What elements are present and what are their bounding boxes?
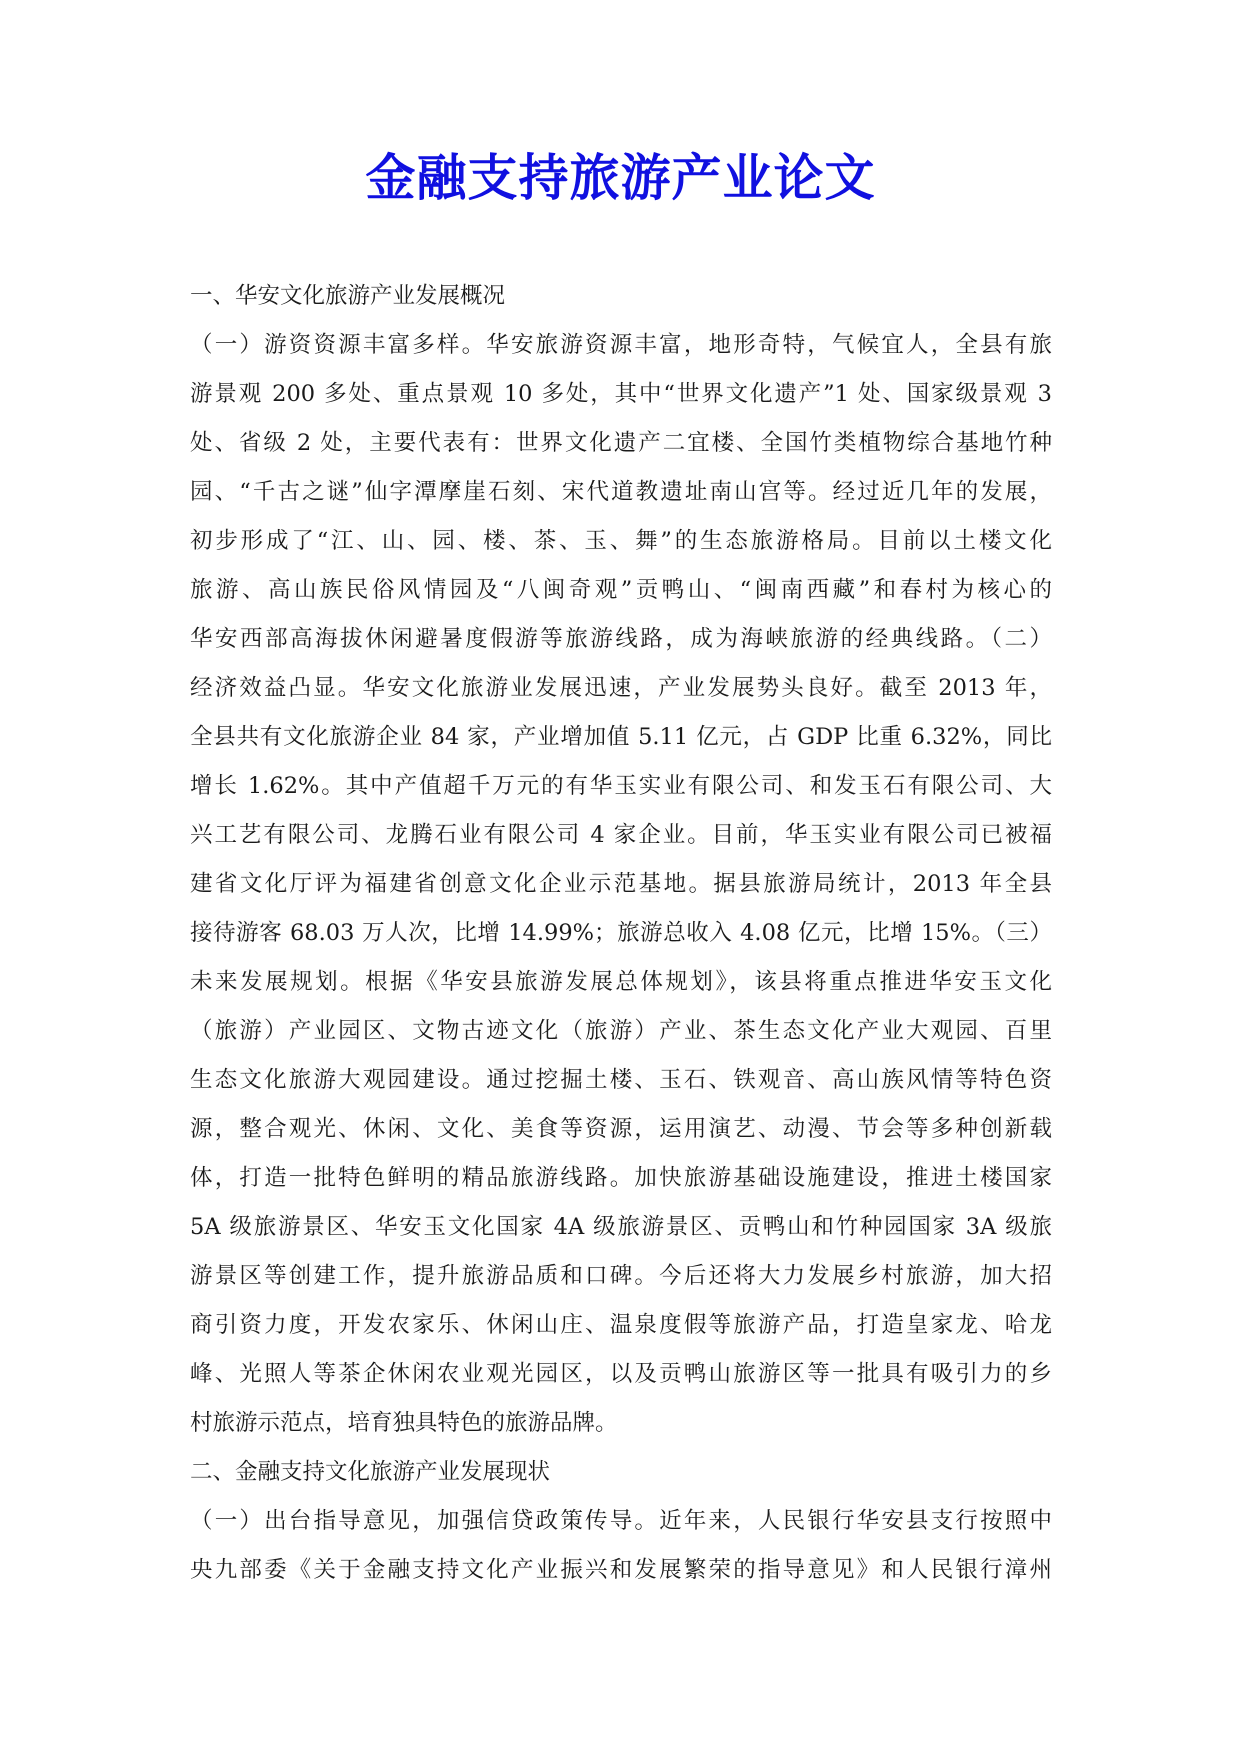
paragraph-line: 全县共有文化旅游企业 84 家，产业增加值 5.11 亿元，占 GDP 比重 6.32%，同比: [190, 724, 1052, 750]
paragraph-line: 接待游客 68.03 万人次，比增 14.99%；旅游总收入 4.08 亿元，比增 15%。（三）: [190, 920, 1052, 946]
paragraph-line: 央九部委《关于金融支持文化产业振兴和发展繁荣的指导意见》和人民银行漳州: [190, 1557, 1052, 1583]
paragraph-line: 生态文化旅游大观园建设。通过挖掘土楼、玉石、铁观音、高山族风情等特色资: [190, 1067, 1052, 1093]
paragraph-line: 增长 1.62%。其中产值超千万元的有华玉实业有限公司、和发玉石有限公司、大: [190, 773, 1052, 799]
paragraph-line: （旅游）产业园区、文物古迹文化（旅游）产业、茶生态文化产业大观园、百里: [190, 1018, 1052, 1044]
paragraph-line: 建省文化厅评为福建省创意文化企业示范基地。据县旅游局统计，2013 年全县: [190, 871, 1052, 897]
paragraph-line: 兴工艺有限公司、龙腾石业有限公司 4 家企业。目前，华玉实业有限公司已被福: [190, 822, 1052, 848]
paragraph-line: 游景区等创建工作，提升旅游品质和口碑。今后还将大力发展乡村旅游，加大招: [190, 1263, 1052, 1289]
paragraph-line: 源，整合观光、休闲、文化、美食等资源，运用演艺、动漫、节会等多种创新载: [190, 1116, 1052, 1142]
paragraph-line: 华安西部高海拔休闲避暑度假游等旅游线路，成为海峡旅游的经典线路。（二）: [190, 626, 1052, 652]
paragraph-line: （一）游资资源丰富多样。华安旅游资源丰富，地形奇特，气候宜人，全县有旅: [190, 332, 1052, 358]
section-heading: 二、金融支持文化旅游产业发展现状: [190, 1459, 551, 1485]
document-title: 金融支持旅游产业论文: [365, 149, 876, 207]
paragraph-line: （一）出台指导意见，加强信贷政策传导。近年来，人民银行华安县支行按照中: [190, 1508, 1052, 1534]
paragraph-line: 未来发展规划。根据《华安县旅游发展总体规划》，该县将重点推进华安玉文化: [190, 969, 1052, 995]
paragraph-line: 体，打造一批特色鲜明的精品旅游线路。加快旅游基础设施建设，推进土楼国家: [190, 1165, 1052, 1191]
paragraph-line: 园、“千古之谜”仙字潭摩崖石刻、宋代道教遗址南山宫等。经过近几年的发展，: [190, 479, 1052, 505]
document-body: [190, 272, 1052, 1595]
paragraph-line: 旅游、高山族民俗风情园及“八闽奇观”贡鸭山、“闽南西藏”和春村为核心的: [190, 577, 1052, 603]
section-heading: 一、华安文化旅游产业发展概况: [190, 283, 506, 309]
paragraph-line: 经济效益凸显。华安文化旅游业发展迅速，产业发展势头良好。截至 2013 年，: [190, 675, 1052, 701]
paragraph-line: 初步形成了“江、山、园、楼、茶、玉、舞”的生态旅游格局。目前以土楼文化: [190, 528, 1052, 554]
paragraph-line: 峰、光照人等茶企休闲农业观光园区，以及贡鸭山旅游区等一批具有吸引力的乡: [190, 1361, 1052, 1387]
paragraph-line: 5A 级旅游景区、华安玉文化国家 4A 级旅游景区、贡鸭山和竹种园国家 3A 级旅: [190, 1214, 1052, 1240]
paragraph-line: 处、省级 2 处，主要代表有：世界文化遗产二宜楼、全国竹类植物综合基地竹种: [190, 430, 1052, 456]
paragraph-line: 商引资力度，开发农家乐、休闲山庄、温泉度假等旅游产品，打造皇家龙、哈龙: [190, 1312, 1052, 1338]
paragraph-line: 游景观 200 多处、重点景观 10 多处，其中“世界文化遗产”1 处、国家级景观 3: [190, 381, 1052, 407]
paragraph-line: 村旅游示范点，培育独具特色的旅游品牌。: [190, 1410, 618, 1436]
